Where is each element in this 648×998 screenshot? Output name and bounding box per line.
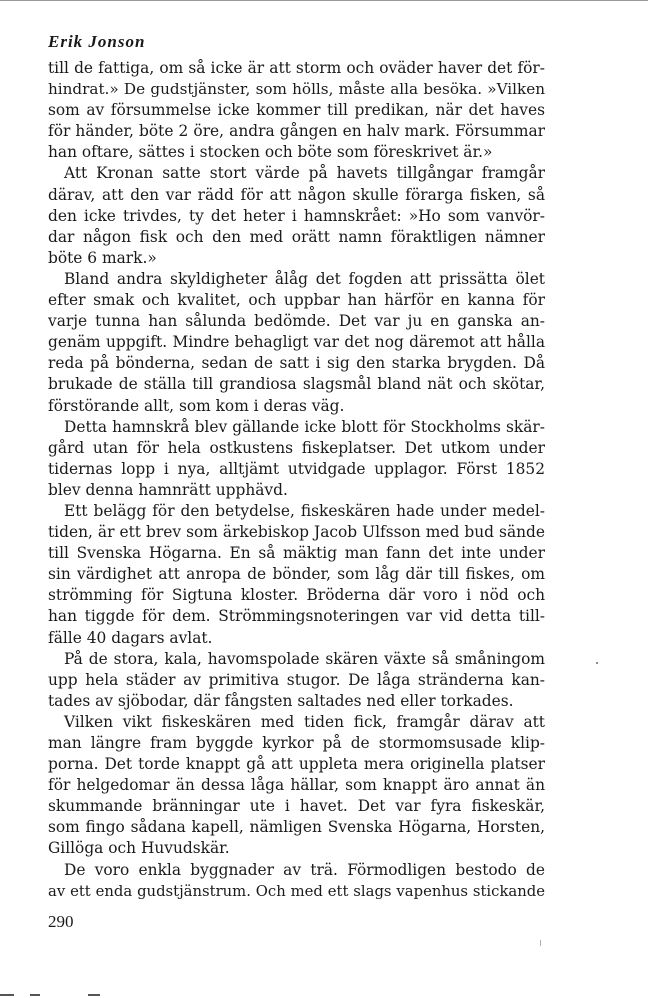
text-line: Bland andra skyldigheter ålåg det fogden att prissätta ölet bbox=[64, 269, 545, 288]
text-line: gård utan för hela ostkustens fiskeplatser. Det utkom under bbox=[48, 438, 545, 457]
text-line: han oftare, sättes i stocken och böte som föreskrivet är.» bbox=[48, 143, 493, 162]
text-line: blev denna hamnrätt upphävd. bbox=[48, 480, 288, 499]
margin-speck bbox=[596, 662, 598, 664]
text-line: Att Kronan satte stort värde på havets tillgångar framgår bbox=[64, 164, 545, 183]
text-line: porna. Det torde knappt gå att uppleta mera originella platser bbox=[48, 755, 545, 774]
text-line: dar någon fisk och den med orätt namn föraktligen nämner bbox=[48, 227, 545, 246]
text-line: tiden, är ett brev som ärkebiskop Jacob Ulfsson med bud sände bbox=[48, 523, 545, 542]
text-line: varje tunna han sålunda bedömde. Det var ju en ganska an- bbox=[48, 312, 545, 331]
text-line: som fingo sådana kapell, nämligen Svenska Högarna, Horsten, bbox=[48, 818, 545, 837]
text-line: sin värdighet att anropa de bönder, som låg där till fiskes, om bbox=[48, 565, 545, 584]
text-line: brukade de ställa till grandiosa slagsmål bland nät och skötar, bbox=[48, 375, 545, 394]
page-number: 290 bbox=[48, 912, 74, 931]
margin-speck bbox=[540, 940, 541, 946]
text-line: böte 6 mark.» bbox=[48, 248, 157, 267]
text-line: av ett enda gudstjänstrum. Och med ett slags vapenhus stickande bbox=[48, 882, 545, 900]
text-line: den icke trivdes, ty det heter i hamnskrået: »Ho som vanvör- bbox=[48, 206, 545, 225]
text-line: tidernas lopp i nya, alltjämt utvidgade upplagor. Först 1852 bbox=[48, 459, 545, 478]
text-line: förstörande allt, som kom i deras väg. bbox=[48, 396, 345, 415]
text-line: därav, att den var rädd för att någon skulle förarga fisken, så bbox=[48, 185, 545, 204]
text-line: De voro enkla byggnader av trä. Förmodligen bestodo de bbox=[64, 860, 545, 879]
text-line: skummande bränningar ute i havet. Det var fyra fiskeskär, bbox=[48, 797, 545, 816]
text-line: efter smak och kvalitet, och uppbar han härför en kanna för bbox=[48, 291, 545, 310]
text-line: reda på bönderna, sedan de satt i sig den starka brygden. Då bbox=[48, 354, 545, 373]
text-line: genäm uppgift. Mindre behagligt var det nog däremot att hålla bbox=[48, 333, 545, 352]
text-line: Vilken vikt fiskeskären med tiden fick, framgår därav att bbox=[64, 712, 545, 731]
body-text bbox=[48, 58, 545, 902]
text-line: På de stora, kala, havomspolade skären växte så småningom bbox=[64, 649, 545, 668]
text-line: Detta hamnskrå blev gällande icke blott för Stockholms skär- bbox=[64, 417, 545, 436]
text-line: tades av sjöbodar, där fångsten saltades ned eller torkades. bbox=[48, 691, 514, 710]
text-line: fälle 40 dagars avlat. bbox=[48, 628, 213, 647]
text-line: Ett belägg för den betydelse, fiskeskären hade under medel- bbox=[64, 501, 545, 520]
text-line: för helgedomar än dessa låga hällar, som knappt äro annat än bbox=[48, 776, 545, 795]
text-line: man längre fram byggde kyrkor på de stormomsusade klip- bbox=[48, 734, 545, 752]
text-line: han tiggde för dem. Strömmingsnoteringen var vid detta till- bbox=[48, 607, 545, 626]
text-line: Gillöga och Huvudskär. bbox=[48, 839, 230, 858]
text-line: hindrat.» De gudstjänster, som hölls, måste alla besöka. »Vilken bbox=[48, 80, 545, 99]
text-line: för händer, böte 2 öre, andra gången en halv mark. Försummar bbox=[48, 122, 545, 141]
scan-edge-marks bbox=[0, 990, 120, 998]
text-line: till de fattiga, om så icke är att storm och oväder haver det för- bbox=[48, 59, 545, 77]
text-line: som av försummelse icke kommer till predikan, när det haves bbox=[48, 101, 545, 120]
text-line: upp hela städer av primitiva stugor. De låga stränderna kan- bbox=[48, 670, 545, 689]
top-rule bbox=[0, 0, 648, 1]
running-head: Erik Jonson bbox=[48, 32, 146, 51]
text-line: strömming för Sigtuna kloster. Bröderna där voro i nöd och bbox=[48, 586, 545, 605]
text-line: till Svenska Högarna. En så mäktig man fann det inte under bbox=[48, 544, 545, 563]
